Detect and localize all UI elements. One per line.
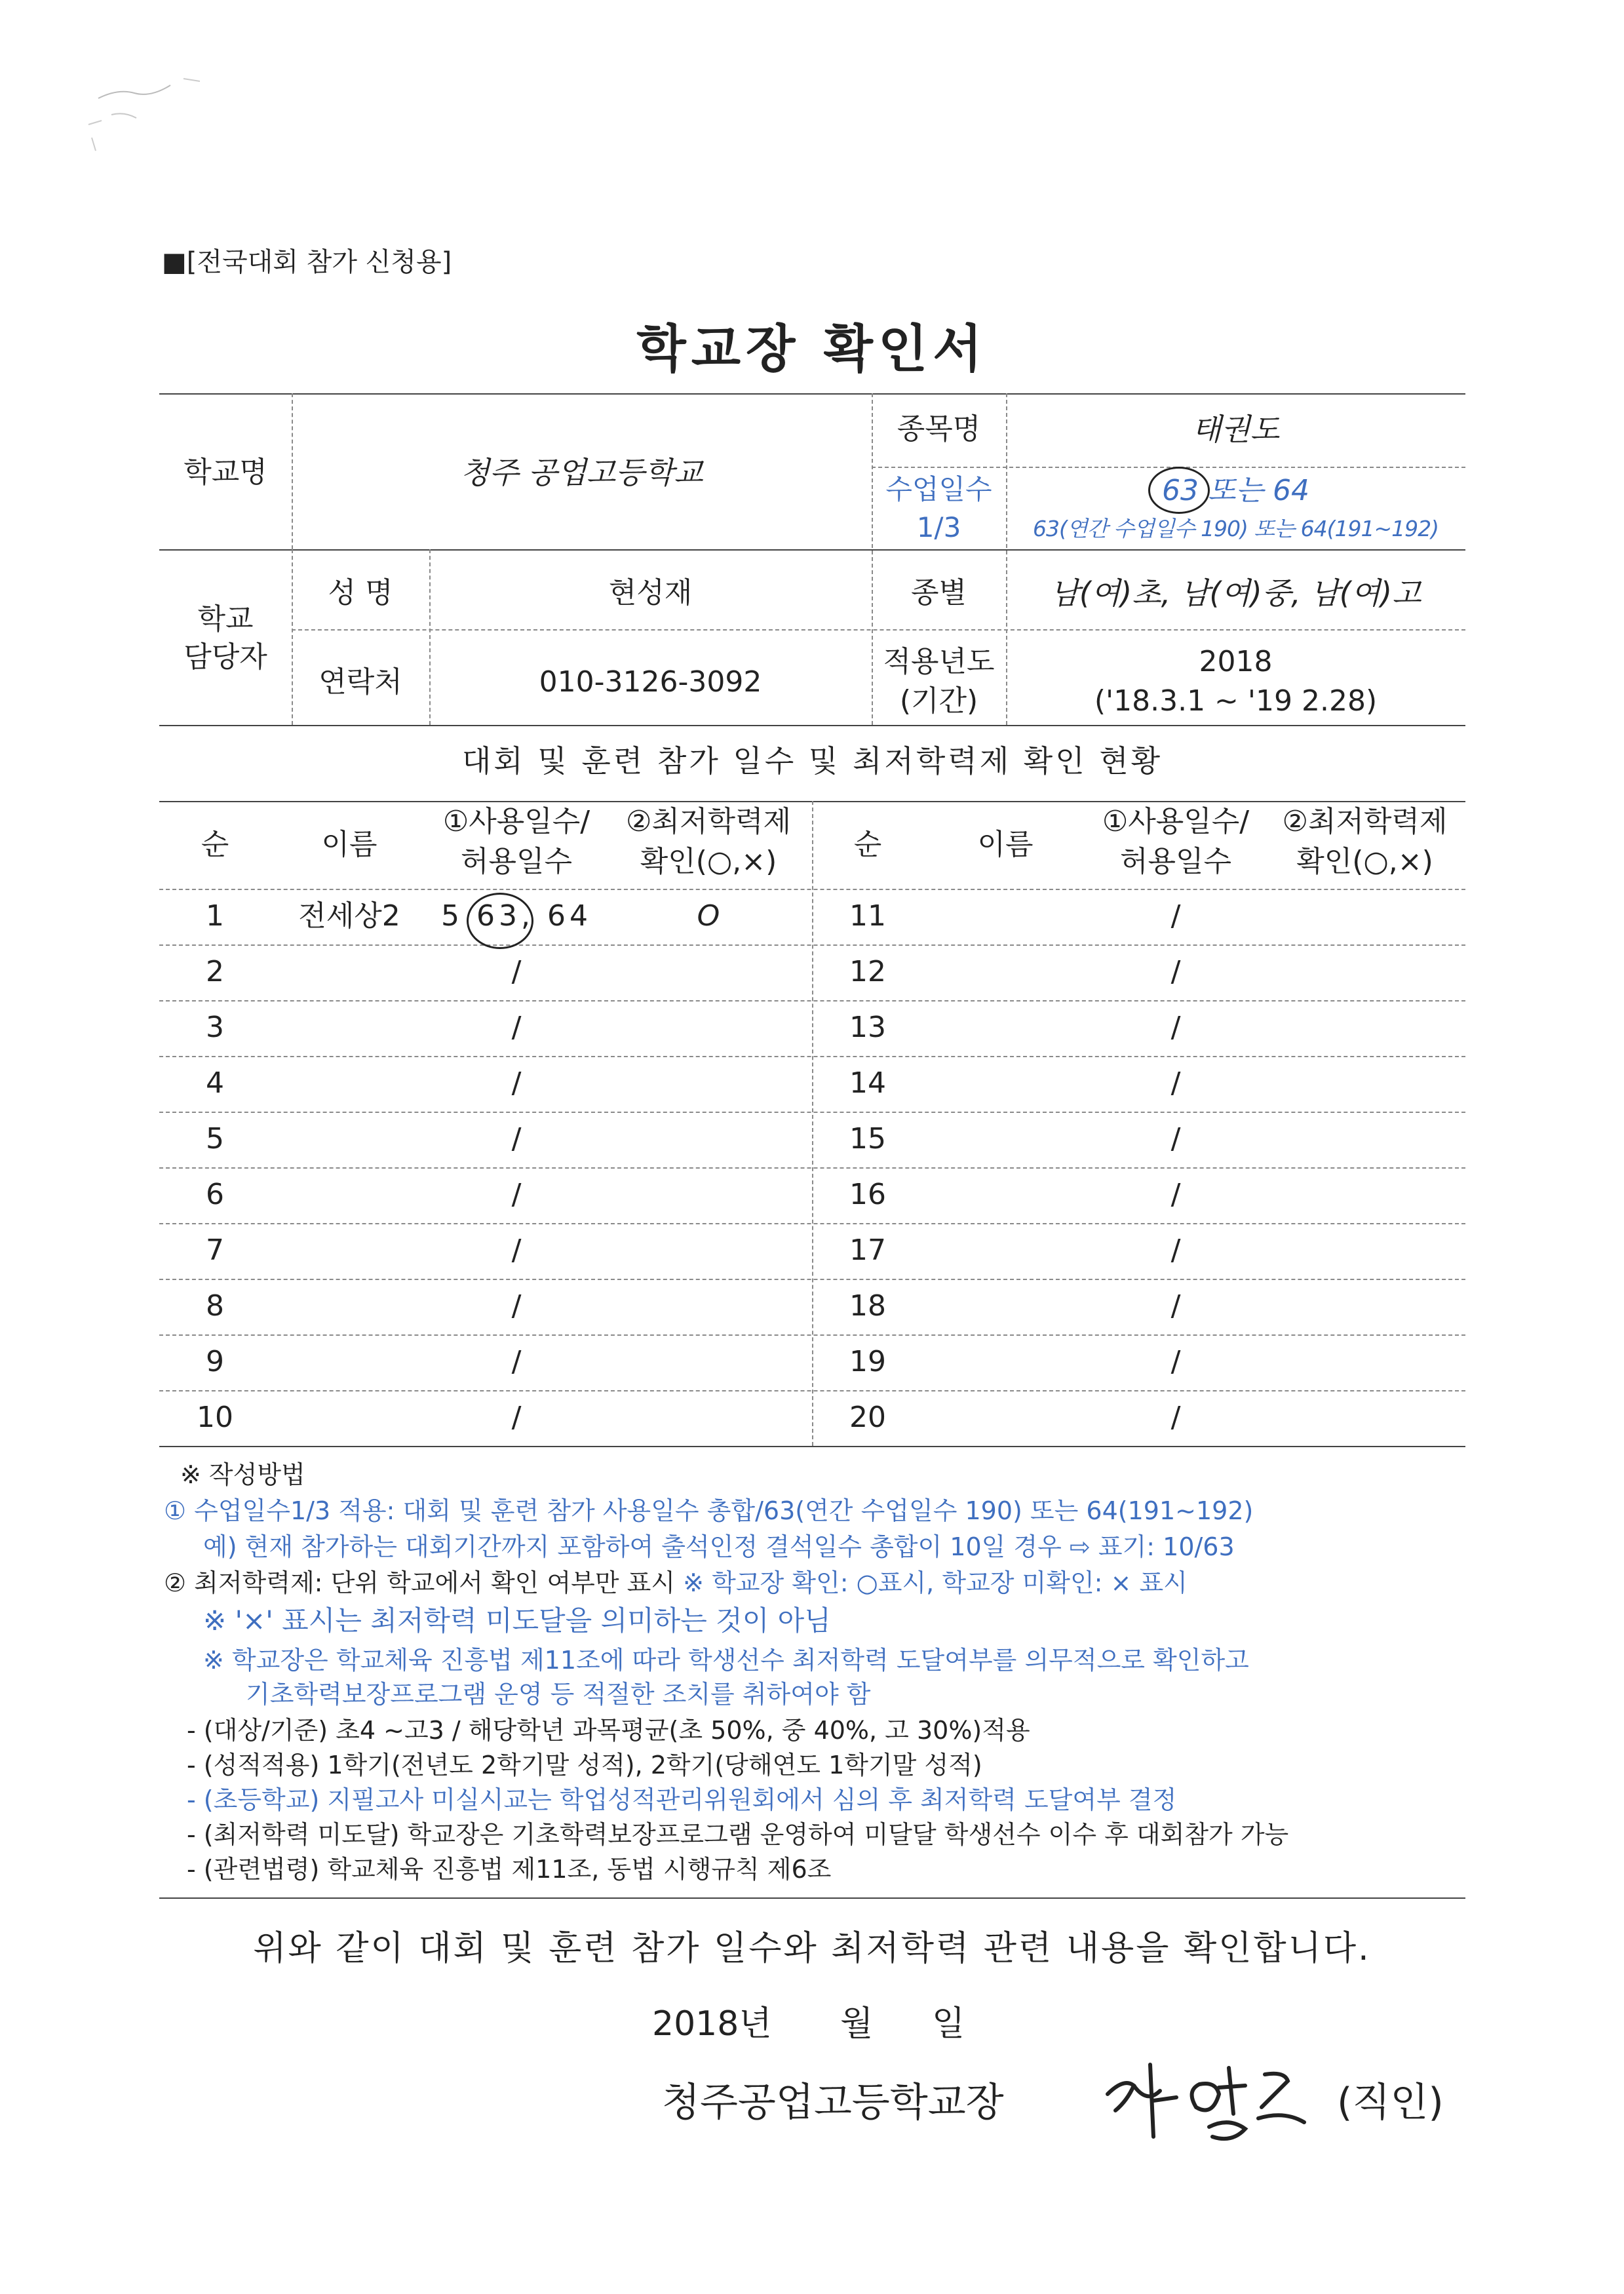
row-days-used: / [511, 1066, 522, 1100]
handwritten-circle [1148, 467, 1210, 514]
detail-unmet: - (최저학력 미도달) 학교장은 기초학력보장프로그램 운영하여 미달달 학생선수 이수 후 대회참가 가능 [187, 1820, 1289, 1849]
row-number: 19 [849, 1345, 886, 1378]
col-header-no: 순 [853, 828, 882, 861]
table-bottom-rule [159, 1446, 1465, 1447]
table-row-divider [159, 1167, 1465, 1169]
row-days-used: / [1170, 1066, 1181, 1100]
principal-name: 청주공업고등학교장 [662, 2080, 1004, 2126]
col-header-name: 이름 [321, 828, 377, 861]
info-top-rule [159, 393, 1465, 395]
row-days-used: / [511, 1289, 522, 1323]
col-header-days: ①사용일수/ [1102, 805, 1250, 838]
form-type-tag: ■[전국대회 참가 신청용] [162, 247, 452, 277]
row-number: 3 [206, 1011, 224, 1044]
row-number: 13 [849, 1011, 886, 1044]
year-period: ('18.3.1 ~ '19 2.28) [1094, 684, 1378, 718]
col-header-no: 순 [201, 828, 229, 861]
year-value: 2018 [1199, 645, 1273, 678]
note-1: ① 수업일수1/3 적용: 대회 및 훈련 참가 사용일수 총합/63(연간 수업일수 190) 또는 64(191~192) [164, 1496, 1254, 1525]
row-days-used: / [1170, 1122, 1181, 1156]
row-days-used: / [1170, 1289, 1181, 1323]
col-header-min: 확인(○,×) [640, 845, 777, 878]
section-title: 대회 및 훈련 참가 일수 및 최저학력제 확인 현황 [461, 743, 1163, 779]
row-number: 10 [197, 1401, 233, 1434]
seal-label: (직인) [1337, 2080, 1444, 2126]
table-row-divider [159, 1000, 1465, 1001]
row-min-academic-check: O [697, 899, 720, 933]
date-day: 일 [932, 2004, 965, 2044]
row-number: 1 [206, 899, 224, 933]
table-row-divider [159, 1279, 1465, 1280]
row-days-used: / [1170, 899, 1181, 933]
row-days-used: / [1170, 955, 1181, 988]
row-days-used: / [1170, 1234, 1181, 1267]
table-row-divider [159, 944, 1465, 946]
row-number: 4 [206, 1066, 224, 1100]
date-year: 2018년 [652, 2004, 772, 2044]
row-number: 9 [206, 1345, 224, 1378]
page-title: 학교장 확인서 [636, 320, 988, 379]
notes-bottom-rule [159, 1897, 1465, 1899]
note-2 [164, 1566, 1188, 1599]
table-row-divider [159, 1056, 1465, 1057]
row-number: 20 [849, 1401, 886, 1434]
table-row-divider [159, 1390, 1465, 1391]
name-label: 성 명 [328, 576, 393, 610]
contact-label: 연락처 [319, 665, 402, 699]
class-days-detail: 63(연간 수업일수 190) 또는 64(191~192) [1032, 516, 1439, 541]
info-divider [159, 549, 1465, 551]
row-days-used: 5 63, 64 [441, 899, 592, 933]
row-days-used: / [511, 955, 522, 988]
contact-value: 010-3126-3092 [539, 665, 762, 699]
col-header-days: 허용일수 [1119, 845, 1231, 878]
row-days-used: / [511, 1178, 522, 1211]
confirm-text: 위와 같이 대회 및 훈련 참가 일수와 최저학력 관련 내용을 확인합니다. [253, 1929, 1371, 1968]
info-divider [292, 629, 1465, 631]
row-number: 11 [849, 899, 886, 933]
class-days-value: 63 또는 64 [1162, 474, 1309, 507]
class-days-label: 수업일수 [885, 473, 992, 505]
class-days-label: 1/3 [916, 511, 961, 543]
date-month: 월 [840, 2004, 874, 2044]
table-row-divider [159, 1334, 1465, 1336]
col-header-min: 확인(○,×) [1296, 845, 1433, 878]
col-header-min: ②최저학력제 [626, 805, 791, 838]
row-days-used: / [1170, 1178, 1181, 1211]
year-label: 적용년도 [883, 645, 995, 678]
principal-signature [1088, 2045, 1337, 2156]
note-4: ※ 학교장은 학교체육 진흥법 제11조에 따라 학생선수 최저학력 도달여부를 의무적으로 확인하고 [203, 1646, 1249, 1675]
row-number: 18 [849, 1289, 886, 1323]
row-student-name: 전세상2 [298, 899, 400, 933]
year-label: (기간) [899, 684, 978, 718]
name-value: 현성재 [608, 576, 693, 610]
row-number: 12 [849, 955, 886, 988]
row-days-used: / [1170, 1011, 1181, 1044]
detail-target: - (대상/기준) 초4 ~고3 / 해당학년 과목평균(초 50%, 중 40%, 고 30%)적용 [187, 1716, 1030, 1745]
note-1-example: 예) 현재 참가하는 대회기간까지 포함하여 출석인정 결석일수 총합이 10일 경우 ⇨ 표기: 10/63 [203, 1532, 1235, 1561]
row-number: 6 [206, 1178, 224, 1211]
row-number: 15 [849, 1122, 886, 1156]
info-divider [159, 725, 1465, 726]
row-number: 2 [206, 955, 224, 988]
row-number: 5 [206, 1122, 224, 1156]
col-header-days: ①사용일수/ [442, 805, 590, 838]
row-days-used: / [1170, 1345, 1181, 1378]
school-label: 학교명 [184, 456, 267, 489]
row-days-used: / [1170, 1401, 1181, 1434]
detail-law: - (관련법령) 학교체육 진흥법 제11조, 동법 시행규칙 제6조 [187, 1855, 832, 1884]
handwritten-circle [467, 893, 533, 949]
note-4-cont: 기초학력보장프로그램 운영 등 적절한 조치를 취하여야 함 [246, 1680, 871, 1709]
sport-label: 종목명 [897, 412, 981, 446]
scan-speck-marks [72, 52, 256, 157]
note-3: ※ '×' 표시는 최저학력 미도달을 의미하는 것이 아님 [203, 1604, 831, 1637]
notes-heading: ※ 작성방법 [180, 1460, 305, 1489]
detail-grade: - (성적적용) 1학기(전년도 2학기말 성적), 2학기(당해연도 1학기말 성적) [187, 1751, 982, 1779]
table-row-divider [159, 1223, 1465, 1224]
gender-label: 종별 [910, 576, 967, 610]
row-number: 8 [206, 1289, 224, 1323]
manager-label: 담당자 [184, 640, 267, 674]
row-days-used: / [511, 1122, 522, 1156]
row-days-used: / [511, 1011, 522, 1044]
note-2-text: ② 최저학력제: 단위 학교에서 확인 여부만 표시 [164, 1568, 684, 1597]
row-days-used: / [511, 1401, 522, 1434]
manager-label: 학교 [197, 602, 254, 636]
school-value: 청주 공업고등학교 [460, 455, 703, 490]
row-number: 7 [206, 1234, 224, 1267]
note-2-mark: ※ 학교장 확인: ○표시, 학교장 미확인: × 표시 [683, 1568, 1188, 1597]
table-row-divider [159, 1112, 1465, 1113]
sport-value: 태권도 [1191, 412, 1280, 447]
row-days-used: / [511, 1345, 522, 1378]
col-header-days: 허용일수 [460, 845, 572, 878]
detail-elementary: - (초등학교) 지필고사 미실시교는 학업성적관리위원회에서 심의 후 최저학력 도달여부 결정 [187, 1785, 1177, 1814]
row-number: 14 [849, 1066, 886, 1100]
col-header-name: 이름 [977, 828, 1034, 861]
row-days-used: / [511, 1234, 522, 1267]
col-header-min: ②최저학력제 [1282, 805, 1448, 838]
row-number: 16 [849, 1178, 886, 1211]
gender-value: 남(여)초, 남(여)중, 남(여)고 [1050, 575, 1421, 611]
row-number: 17 [849, 1234, 886, 1267]
